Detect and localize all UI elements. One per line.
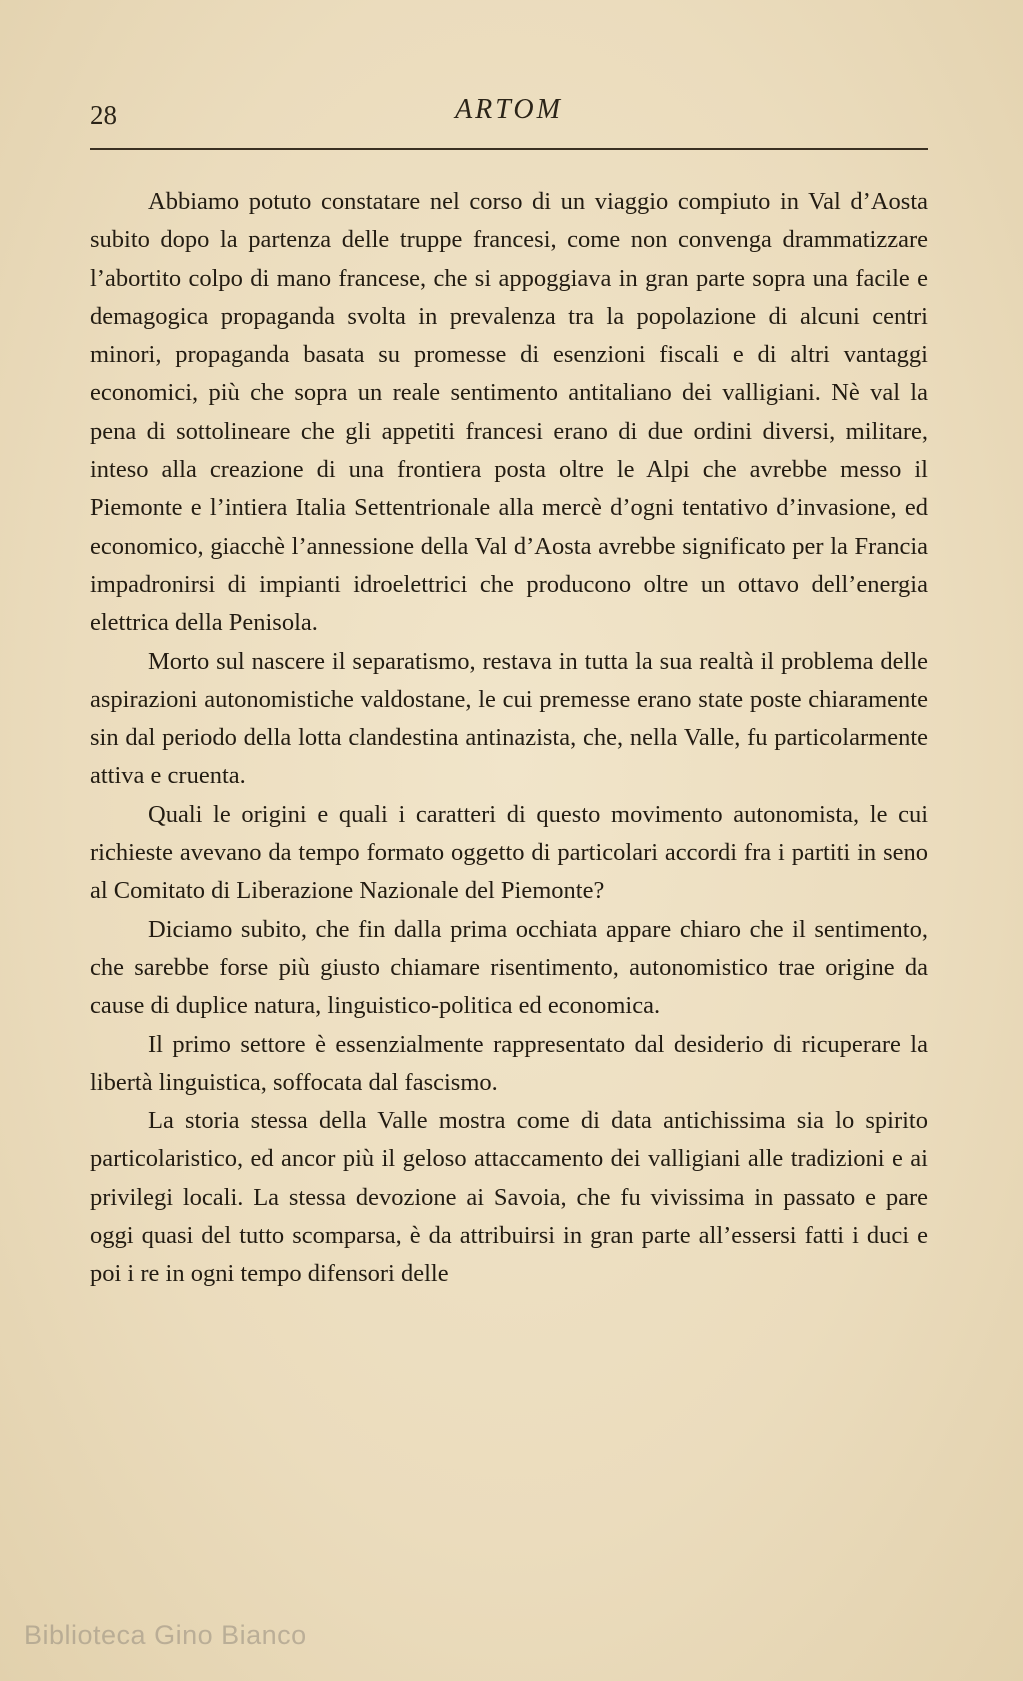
paragraph: Abbiamo potuto constatare nel corso di un viaggio compiuto in Val d’Aosta subito dopo la partenza delle truppe francesi, come non convenga drammatizzare l’abortito colpo di mano francese, che si appoggiava in gran parte sopra una facile e demagogica propaganda svolta in prevalenza tra la popolazione di alcuni centri minori, propaganda basata su promesse di esenzioni fiscali e di altri vantaggi economici, più che sopra un reale sentimento antitaliano dei valligiani. Nè val la pena di sottolineare che gli appetiti francesi erano di due ordini diversi, militare, inteso alla creazione di una frontiera posta oltre le Alpi che avrebbe messo il Piemonte e l’intiera Italia Settentrionale alla mercè d’ogni tentativo d’invasione, ed economico, giacchè l’annessione della Val d’Aosta avrebbe significato per la Francia impadronirsi di impianti idroelettrici che producono oltre un ottavo dell’energia elettrica della Penisola. xyxy=(90,188,928,637)
paragraph: Quali le origini e quali i caratteri di questo movimento autonomista, le cui richieste avevano da tempo formato oggetto di particolari accordi fra i partiti in seno al Comitato di Liberazione Nazionale del Piemonte? xyxy=(90,800,928,905)
paragraph: Diciamo subito, che fin dalla prima occhiata appare chiaro che il sentimento, che sarebbe forse più giusto chiamare risentimento, autonomistico trae origine da cause di duplice natura, linguistico-politica ed economica. xyxy=(90,915,928,1020)
page-number: 28 xyxy=(90,100,117,130)
running-head: ARTOM xyxy=(455,94,563,125)
body-text xyxy=(90,183,928,1294)
paragraph: Morto sul nascere il separatismo, restava in tutta la sua realtà il problema delle aspirazioni autonomistiche valdostane, le cui premesse erano state poste chiaramente sin dal periodo della lotta clandestina antinazista, che, nella Valle, fu particolarmente attiva e cruenta. xyxy=(90,647,928,790)
header-rule xyxy=(90,148,928,150)
library-watermark: Biblioteca Gino Bianco xyxy=(24,1620,307,1650)
paragraph: Il primo settore è essenzialmente rappresentato dal desiderio di ricuperare la libertà linguistica, soffocata dal fascismo. xyxy=(90,1030,928,1096)
page-header xyxy=(90,92,928,152)
paragraph: La storia stessa della Valle mostra come di data antichissima sia lo spirito particolaristico, ed ancor più il geloso attaccamento dei valligiani alle tradizioni e ai privilegi locali. La stessa devozione ai Savoia, che fu vivissima in passato e pare oggi quasi del tutto scomparsa, è da attribuirsi in gran parte all’essersi fatti i duci e poi i re in ogni tempo difensori delle xyxy=(90,1107,928,1288)
